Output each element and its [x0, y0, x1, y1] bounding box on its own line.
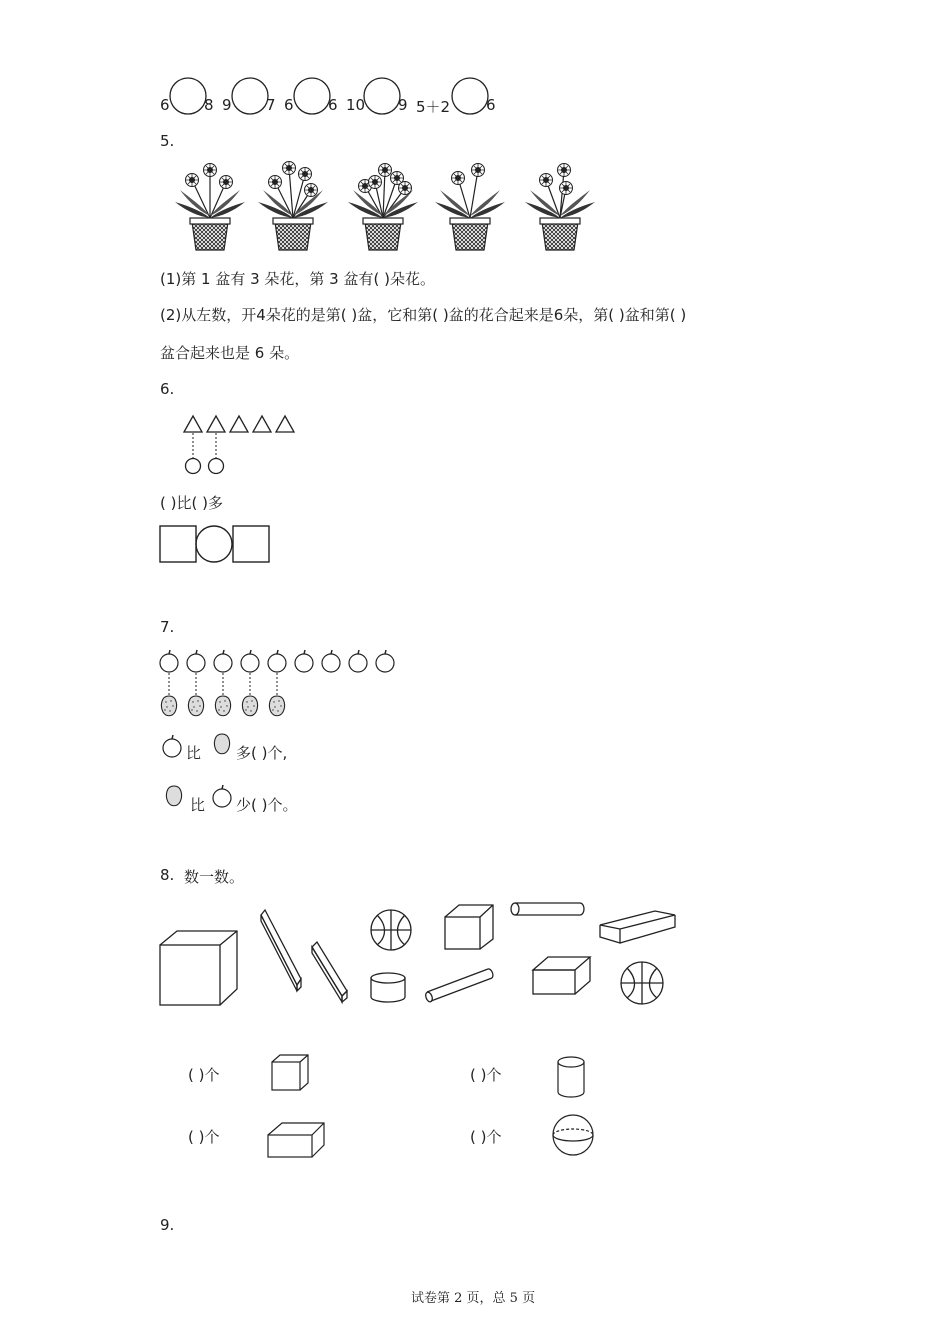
q8-blank-cube[interactable]: ( )个 [188, 1066, 220, 1084]
q5-sub2-line2: 盆合起来也是 6 朵。 [160, 344, 300, 362]
triangle-shape [253, 416, 271, 432]
apple-icon [295, 650, 313, 672]
answer-boxes [159, 525, 274, 567]
apple-icon [160, 734, 184, 760]
compare-circle-2[interactable] [230, 76, 270, 116]
page-footer: 试卷第 2 页，总 5 页 [411, 1291, 536, 1306]
q7-line2-bi: 比 [190, 796, 206, 814]
q8-blank-sphere[interactable]: ( )个 [470, 1128, 502, 1146]
compare-circle-4[interactable] [362, 76, 402, 116]
apple-icon [160, 650, 178, 672]
cube-icon [268, 1052, 314, 1092]
apple-icon [210, 784, 234, 810]
q4-item-3-right: 6 [328, 96, 338, 114]
q5-number: 5. [160, 132, 175, 150]
apple-icon [214, 650, 232, 672]
answer-square-1[interactable] [160, 526, 196, 562]
strawberry-icon [215, 696, 230, 716]
q6-compare-text: ( )比( )多 [160, 494, 223, 512]
apple-icon [268, 650, 286, 672]
flower-pot-1 [175, 164, 245, 251]
cube-shape [445, 905, 493, 949]
apple-icon [349, 650, 367, 672]
flower-pot-2 [258, 162, 328, 251]
q7-line2-end: 少( )个。 [236, 796, 298, 814]
cylinder-shape [371, 973, 405, 1002]
cuboid-shape [261, 910, 301, 991]
cuboid-shape [312, 942, 347, 1002]
triangle-shape [230, 416, 248, 432]
q8-number: 8. [160, 866, 175, 884]
q4-item-4-left: 10 [346, 96, 366, 114]
strawberry-icon [269, 696, 284, 716]
cylinder-shape [511, 903, 584, 915]
triangle-shape [276, 416, 294, 432]
flower-pot-5 [525, 164, 595, 251]
circle-shape [209, 459, 224, 474]
strawberry-icon [161, 696, 176, 716]
cylinder-shape [424, 969, 492, 1003]
cylinder-icon [552, 1054, 590, 1100]
ball-shape [621, 962, 663, 1004]
solid-shapes-illustration [155, 895, 695, 1015]
strawberry-icon [210, 732, 234, 758]
q8-blank-cuboid[interactable]: ( )个 [188, 1128, 220, 1146]
flower-pot-3 [348, 164, 418, 251]
apple-icon [376, 650, 394, 672]
cube-shape [160, 931, 237, 1005]
q4-item-5-right: 6 [486, 96, 496, 114]
q9-number: 9. [160, 1216, 175, 1234]
q5-sub1: (1)第 1 盆有 3 朵花，第 3 盆有( )朵花。 [160, 270, 435, 288]
q4-item-3-left: 6 [284, 96, 294, 114]
q7-number: 7. [160, 618, 175, 636]
q7-line1-end: 多( )个, [236, 744, 288, 762]
q4-item-1-left: 6 [160, 96, 170, 114]
q8-blank-cylinder[interactable]: ( )个 [470, 1066, 502, 1084]
strawberry-icon [188, 696, 203, 716]
sphere-icon [550, 1112, 596, 1158]
triangle-shape [207, 416, 225, 432]
apples-strawberries-illustration [158, 645, 408, 725]
cuboid-shape [600, 911, 675, 943]
compare-circle-3[interactable] [292, 76, 332, 116]
cuboid-shape [533, 957, 590, 994]
apple-icon [187, 650, 205, 672]
apple-icon [322, 650, 340, 672]
triangles-circles-illustration [180, 410, 310, 480]
q4-item-4-right: 9 [398, 96, 408, 114]
circle-shape [186, 459, 201, 474]
q7-line1-bi: 比 [186, 744, 202, 762]
answer-square-2[interactable] [233, 526, 269, 562]
compare-circle-5[interactable] [450, 76, 490, 116]
strawberry-icon [162, 784, 186, 810]
flower-pot-4 [435, 164, 505, 251]
q5-sub2-line1: (2)从左数，开4朵花的是第( )盆，它和第( )盆的花合起来是6朵，第( )盆和第( ) [160, 306, 687, 324]
compare-circle[interactable] [196, 526, 232, 562]
cuboid-icon [266, 1119, 328, 1161]
q4-item-5-left: 5＋2 [416, 98, 451, 116]
strawberry-icon [242, 696, 257, 716]
compare-circle-1[interactable] [168, 76, 208, 116]
q6-number: 6. [160, 380, 175, 398]
ball-shape [371, 910, 411, 950]
q4-item-2-left: 9 [222, 96, 232, 114]
q8-title: 数一数。 [184, 868, 245, 886]
triangle-shape [184, 416, 202, 432]
q4-item-2-right: 7 [266, 96, 276, 114]
apple-icon [241, 650, 259, 672]
flower-pots-illustration [165, 160, 615, 255]
q4-item-1-right: 8 [204, 96, 214, 114]
